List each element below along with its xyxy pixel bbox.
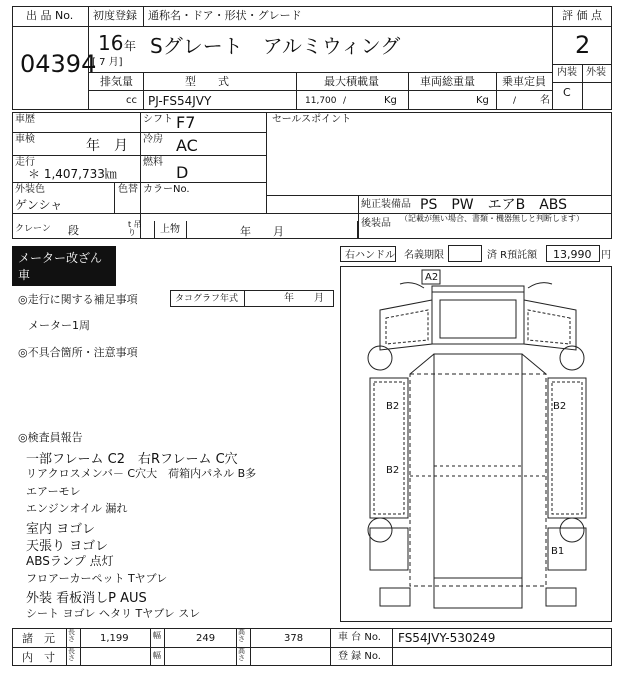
model-label: 型 式 [185, 75, 229, 88]
sales-point-label: セールスポイント [272, 114, 352, 125]
fuel-value: D [176, 163, 189, 182]
inspection-label: 車検 [15, 134, 35, 145]
travel-note: メーター1周 [28, 319, 90, 332]
interior-label: 内装 [557, 67, 577, 78]
length-value: 1,199 [100, 633, 129, 644]
width-label: 幅 [153, 631, 161, 640]
upper-value: 年 月 [240, 225, 284, 238]
inspector-line: エンジンオイル 漏れ [26, 502, 128, 516]
reg-label: 登 録 No. [338, 651, 381, 662]
inspector-line: リアクロスメンバ－ C穴大 荷箱内パネル B多 [26, 467, 257, 481]
history-label: 車歴 [15, 114, 35, 125]
height-label: 高さ [238, 628, 245, 643]
damage-mark-b2-right-front: B2 [553, 401, 567, 412]
inspector-line: ABSランプ 点灯 [26, 554, 114, 569]
tacho-label: タコグラフ年式 [175, 294, 239, 304]
inner-length-label: 長さ [68, 647, 75, 662]
ac-label: 冷房 [143, 134, 163, 145]
shift-label: シフト [143, 114, 173, 125]
inspector-line: 天張り ヨゴレ [26, 539, 109, 554]
damage-mark-b2-left-front: B2 [386, 401, 400, 412]
defects-header: ◎不具合箇所・注意事項 [18, 346, 138, 359]
height-value: 378 [284, 633, 304, 644]
mileage-value: ＊ 1,407,733㎞ [28, 167, 117, 181]
inspector-line: フロアーカーペット Tヤブレ [26, 571, 168, 585]
year-unit: 年 [124, 39, 137, 53]
crane-ton: t 吊り [128, 220, 142, 237]
exterior-label: 外装 [586, 67, 606, 78]
chassis-label: 車 台 No. [338, 632, 381, 643]
damage-mark-b2-left-rear: B2 [386, 465, 400, 476]
mileage-label: 走行 [15, 157, 35, 168]
inspector-line: 外装 看板消しP AUS [26, 591, 147, 607]
tampered-meter-banner: メーター改ざん車 [12, 246, 116, 286]
first-reg-month: [ 7 月] [92, 57, 123, 68]
inspection-value: 年 月 [86, 138, 128, 154]
length-label: 長さ [68, 628, 75, 643]
aftermarket-label: 後装品 [361, 218, 391, 229]
grade-value: Sグレート アルミウィング [150, 34, 401, 58]
max-load-unit: Kg [384, 95, 397, 106]
inspector-line: 室内 ヨゴレ [26, 521, 96, 537]
chassis-value: FS54JVY-530249 [398, 631, 496, 645]
displacement-label: 排気量 [100, 75, 133, 88]
max-load-value: 11,700 [305, 96, 337, 106]
capacity-unit: 名 [540, 95, 550, 106]
score-label: 評 価 点 [562, 9, 602, 22]
gross-weight-unit: Kg [476, 95, 489, 106]
crane-label: クレーン [15, 224, 51, 234]
lot-number: 04394 [20, 50, 97, 78]
travel-header: ◎走行に関する補足事項 [18, 293, 138, 306]
displacement-unit: cc [126, 95, 137, 106]
first-reg-year: 16 [98, 31, 124, 55]
crane-stage: 段 [68, 224, 79, 237]
model-value: PJ-FS54JVY [148, 94, 212, 108]
truck-diagram [340, 266, 612, 622]
color-label: 外装色 [15, 184, 45, 195]
inspector-header: ◎検査員報告 [18, 431, 83, 444]
fuel-label: 燃料 [143, 157, 163, 168]
color-code-label: カラーNo. [143, 184, 190, 195]
name-change-label: 名義期限 [404, 250, 444, 261]
shift-value: F7 [176, 113, 196, 132]
recycle-label: 済 R預託額 [487, 250, 538, 261]
inspector-line: 一部フレーム C2 右Rフレーム C穴 [26, 452, 238, 467]
inspector-line: シート ヨゴレ ヘタリ Tヤブレ スレ [26, 606, 201, 620]
inspector-line: エアーモレ [26, 484, 81, 498]
recycle-value: 13,990 [553, 248, 592, 261]
upper-label: 上物 [160, 224, 180, 235]
ac-value: AC [176, 136, 198, 155]
inner-width-label: 幅 [153, 651, 161, 660]
inner-height-label: 高さ [238, 647, 245, 662]
recycle-unit: 円 [601, 250, 611, 261]
color-value: ゲンシャ [15, 198, 63, 212]
lot-label: 出 品 No. [26, 9, 74, 22]
dims-label: 諸 元 [22, 632, 55, 645]
width-value: 249 [196, 633, 216, 644]
score-value: 2 [575, 31, 591, 59]
crane-row [12, 221, 358, 239]
equipment-value: PS PW エアB ABS [420, 197, 568, 213]
gross-weight-label: 車両総重量 [420, 75, 475, 88]
color-change-label: 色替 [118, 184, 138, 195]
damage-mark-b1: B1 [551, 546, 565, 557]
grade-header: 通称名・ドア・形状・グレード [148, 9, 302, 22]
equipment-label: 純正装備品 [361, 199, 411, 210]
capacity-label: 乗車定員 [502, 75, 546, 88]
tacho-value: 年 月 [284, 293, 324, 304]
damage-mark-a2: A2 [425, 272, 439, 283]
max-load-label: 最大積載量 [324, 75, 379, 88]
first-reg-label: 初度登録 [93, 9, 137, 22]
aftermarket-note: （記載が無い場合、書類・機器無しと判断します） [400, 214, 584, 223]
interior-score: C [563, 86, 571, 99]
right-hand-label: 右ハンドル [345, 250, 395, 261]
inner-dims-label: 内 寸 [22, 651, 55, 664]
